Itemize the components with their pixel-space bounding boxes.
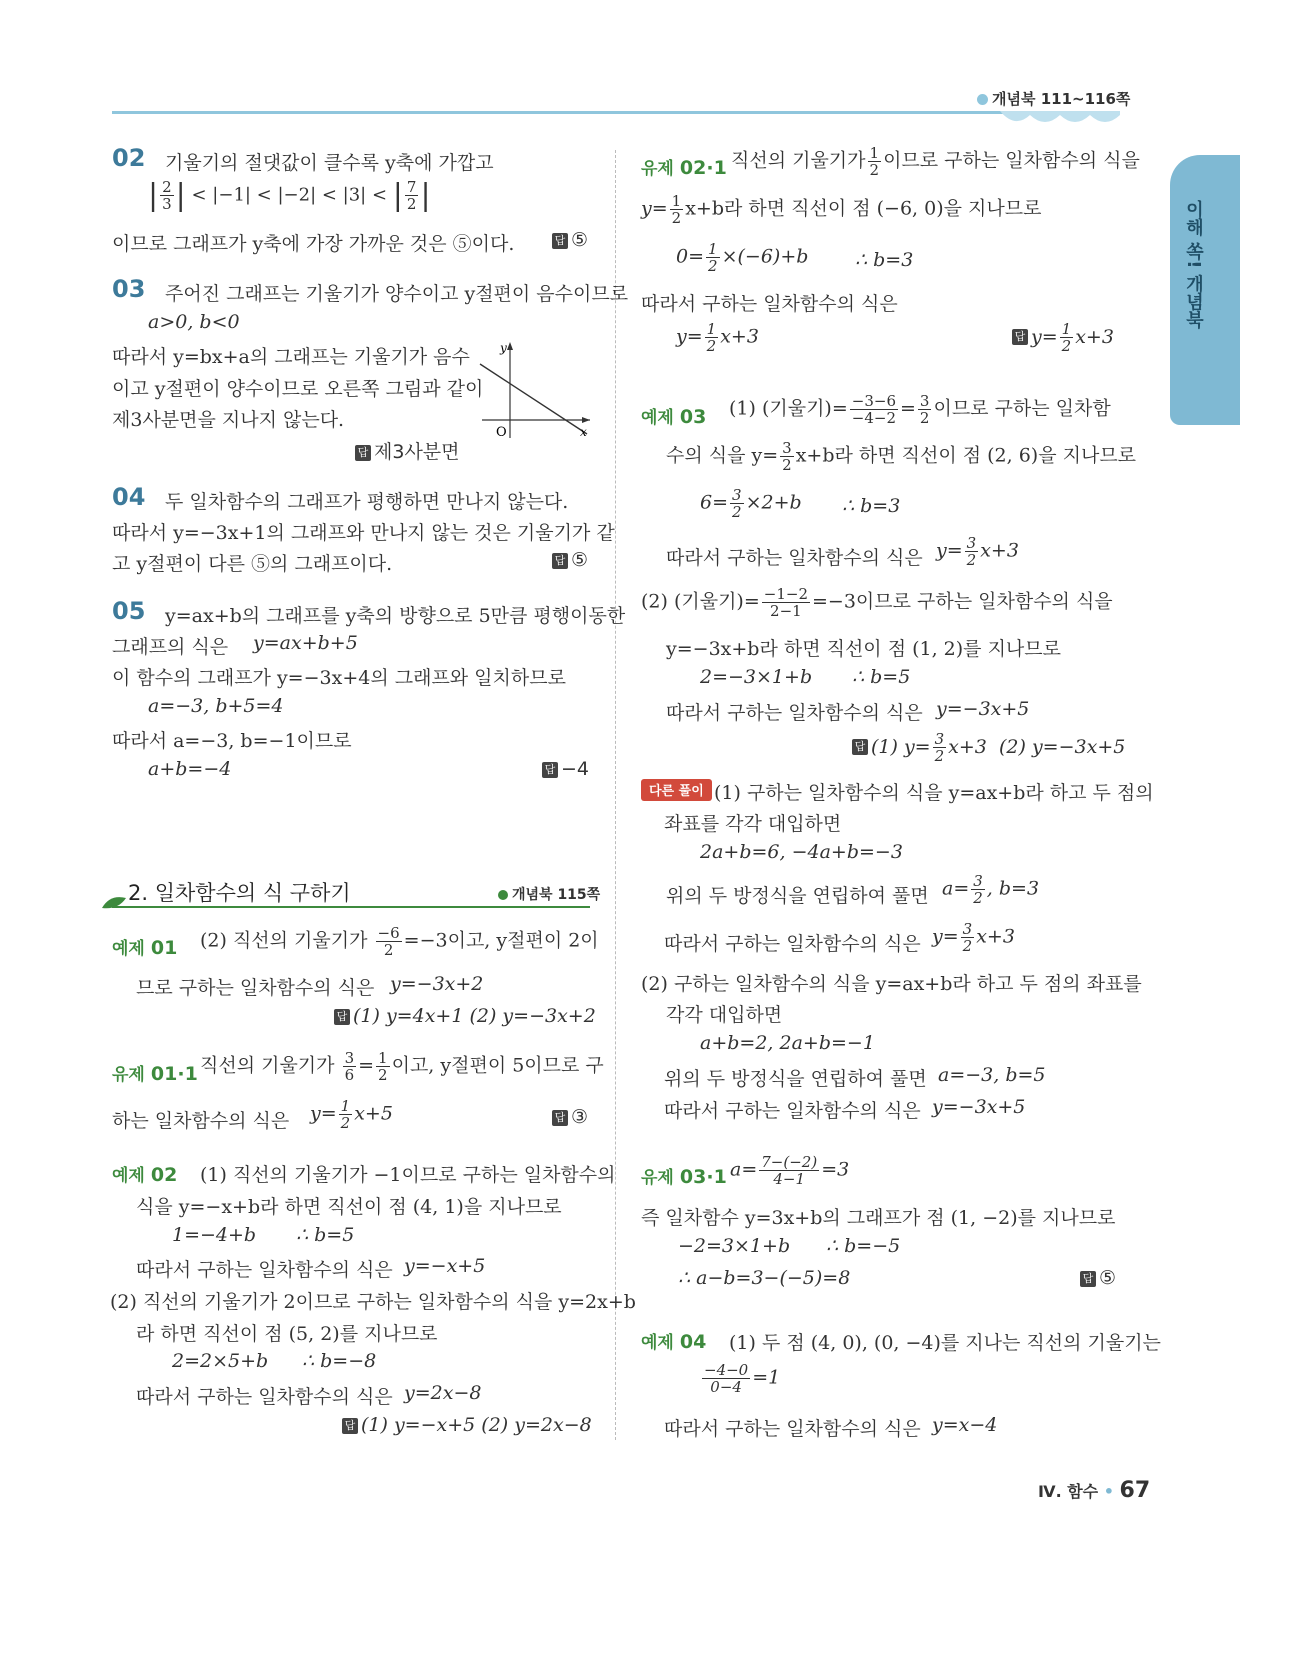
text-line: 따라서 구하는 일차함수의 식은 (664, 1418, 921, 1440)
header-wave (1000, 111, 1120, 129)
equation: 2=−3×1+b (700, 666, 813, 688)
text-line: 기울기의 절댓값이 클수록 y축에 가깝고 (165, 152, 494, 174)
answer-icon: 답 (552, 1110, 568, 1126)
equation: y= $\frac{1}{2}$ x+5 (310, 1097, 393, 1132)
equation: 6= $\frac{3}{2}$ ×2+b (700, 486, 802, 521)
text-line: 하는 일차함수의 식은 (112, 1110, 290, 1132)
equation: a= $\frac{3}{2}$ , b=3 (942, 872, 1040, 907)
text-line: 직선의 기울기가 $\frac{3}{6}$ = $\frac{1}{2}$ 이고, y절편이 5이므로 구 (200, 1049, 604, 1084)
text-line: (2) 직선의 기울기가 $\frac{-6}{2}$ =−3이고, y절편이 2이 (200, 924, 599, 959)
text-line: 따라서 구하는 일차함수의 식은 (136, 1259, 393, 1281)
text-line: 위의 두 방정식을 연립하여 풀면 (666, 885, 929, 907)
equation: y=x−4 (932, 1414, 998, 1436)
equation: ∴ b=−8 (302, 1350, 377, 1372)
answer: 답 ③ (552, 1106, 588, 1128)
leaf-icon (100, 892, 128, 912)
text-line: 이고 y절편이 양수이므로 오른쪽 그림과 같이 (112, 378, 484, 400)
equation: a=−3, b=5 (938, 1064, 1046, 1086)
equation: y=−3x+5 (932, 1096, 1026, 1118)
example-label: 유제 02·1 (641, 157, 727, 179)
text-line: 따라서 구하는 일차함수의 식은 (664, 933, 921, 955)
text-line: (2) 직선의 기울기가 2이므로 구하는 일차함수의 식을 y=2x+b (110, 1291, 636, 1313)
problem-number: 05 (112, 597, 146, 625)
text-line: 따라서 구하는 일차함수의 식은 (666, 702, 923, 724)
text-line: 이므로 그래프가 y축에 가장 가까운 것은 ⑤이다. (112, 233, 515, 255)
example-label: 예제 01 (112, 937, 178, 959)
equation: y=−3x+5 (936, 698, 1030, 720)
inequality: | $\frac{2}{3}$ | < |−1| < |−2| < |3| < | $\frac{7}{2}$ | (148, 178, 431, 213)
alt-solution-tag: 다른 풀이 (641, 778, 712, 801)
equation: 0= $\frac{1}{2}$ ×(−6)+b (676, 240, 809, 275)
text-line: 따라서 구하는 일차함수의 식은 (666, 547, 923, 569)
problem-number: 02 (112, 144, 146, 172)
text-line: 따라서 a=−3, b=−1이므로 (112, 730, 352, 752)
equation: −2=3×1+b (678, 1235, 791, 1257)
equation: ∴ b=5 (296, 1224, 355, 1246)
section-ref: 개념북 115쪽 (498, 884, 600, 904)
equation: 2=2×5+b (172, 1350, 269, 1372)
example-label: 예제 04 (641, 1331, 707, 1353)
page-number: 67 (1119, 1478, 1151, 1503)
answer-icon: 답 (552, 553, 568, 569)
text-line: 제3사분면을 지나지 않는다. (112, 409, 345, 431)
header-decoration (112, 111, 1119, 114)
text-line: 따라서 구하는 일차함수의 식은 (136, 1386, 393, 1408)
text-line: 고 y절편이 다른 ⑤의 그래프이다. (112, 553, 393, 575)
text-line: 식을 y=−x+b라 하면 직선이 점 (4, 1)을 지나므로 (136, 1196, 562, 1218)
answer-icon: 답 (334, 1009, 350, 1025)
answer: 답 ⑤ (552, 229, 588, 251)
side-tab-label: 이해 쏙! 개념북 (1183, 200, 1204, 329)
problem-number: 03 (112, 275, 146, 303)
equation: y=ax+b+5 (253, 632, 358, 654)
example-label: 예제 02 (112, 1164, 178, 1186)
text-line: (1) 직선의 기울기가 −1이므로 구하는 일차함수의 (200, 1164, 616, 1186)
text-line: 위의 두 방정식을 연립하여 풀면 (664, 1068, 927, 1090)
text-line: 두 일차함수의 그래프가 평행하면 만나지 않는다. (165, 491, 569, 513)
equation: ∴ b=3 (855, 249, 914, 271)
origin-label: O (496, 425, 507, 440)
equation: y=2x−8 (404, 1382, 482, 1404)
answer-icon: 답 (552, 233, 568, 249)
answer: 답 ⑤ (552, 549, 588, 571)
equation: y=−3x+2 (390, 973, 484, 995)
text-line: (2) 구하는 일차함수의 식을 y=ax+b라 하고 두 점의 좌표를 (641, 973, 1142, 995)
book-ref: 개념북 111~116쪽 (977, 88, 1130, 109)
section-underline (112, 906, 590, 908)
section-title: 2. 일차함수의 식 구하기 (128, 881, 351, 905)
text-line: 따라서 구하는 일차함수의 식은 (641, 293, 898, 315)
answer-icon: 답 (355, 445, 371, 461)
equation: a= $\frac{7-(-2)}{4-1}$ =3 (730, 1153, 850, 1188)
text-line: 따라서 y=bx+a의 그래프는 기울기가 음수 (112, 346, 470, 368)
text-line: 므로 구하는 일차함수의 식은 (136, 977, 375, 999)
text-line: 그래프의 식은 (112, 636, 229, 658)
text-line: y=ax+b의 그래프를 y축의 방향으로 5만큼 평행이동한 (165, 605, 626, 627)
equation: y= $\frac{1}{2}$ x+3 (676, 320, 759, 355)
text-line: 따라서 구하는 일차함수의 식은 (664, 1100, 921, 1122)
equation: ∴ b=3 (842, 495, 901, 517)
text-line: 좌표를 각각 대입하면 (664, 813, 842, 835)
equation: $\frac{-4-0}{0-4}$ =1 (704, 1361, 781, 1396)
y-axis-label: y (500, 341, 507, 355)
equation: y= $\frac{3}{2}$ x+3 (932, 920, 1015, 955)
answer: 답 −4 (542, 758, 589, 780)
equation: y=−x+5 (404, 1255, 486, 1277)
answer: 답 (1) y=4x+1 (2) y=−3x+2 (334, 1005, 596, 1027)
equation: ∴ b=−5 (826, 1235, 901, 1257)
equation: ∴ b=5 (852, 666, 911, 688)
answer: 답 ⑤ (1080, 1267, 1116, 1289)
bullet-icon (498, 890, 508, 900)
answer-icon: 답 (1012, 329, 1028, 345)
equation: y= $\frac{3}{2}$ x+3 (936, 534, 1019, 569)
text-line: 즉 일차함수 y=3x+b의 그래프가 점 (1, −2)를 지나므로 (641, 1207, 1116, 1229)
x-axis-label: x (580, 425, 587, 439)
equation: a+b=2, 2a+b=−1 (700, 1032, 875, 1054)
equation: a=−3, b+5=4 (148, 695, 284, 717)
answer: 답 제3사분면 (355, 437, 460, 464)
footer-chapter: Ⅳ. 함수 • 67 (1038, 1478, 1151, 1503)
answer-icon: 답 (1080, 1271, 1096, 1287)
example-label: 유제 03·1 (641, 1166, 727, 1188)
answer-icon: 답 (542, 762, 558, 778)
answer: 답 y= $\frac{1}{2}$ x+3 (1012, 321, 1114, 354)
example-label: 예제 03 (641, 406, 707, 428)
text-line: 라 하면 직선이 점 (5, 2)를 지나므로 (136, 1323, 438, 1345)
text-line: 각각 대입하면 (666, 1004, 783, 1026)
text-line: (1) 두 점 (4, 0), (0, −4)를 지나는 직선의 기울기는 (729, 1332, 1161, 1354)
graph-figure (472, 338, 592, 448)
bullet-icon (977, 94, 988, 105)
problem-number: 04 (112, 483, 146, 511)
answer-icon: 답 (342, 1418, 358, 1434)
text-line: 수의 식을 y= $\frac{3}{2}$ x+b라 하면 직선이 점 (2, 6)을 지나므로 (666, 439, 1137, 474)
answer: 답 (1) y=−x+5 (2) y=2x−8 (342, 1414, 592, 1436)
text-line: 주어진 그래프는 기울기가 양수이고 y절편이 음수이므로 (165, 283, 629, 305)
answer: 답 (1) y= $\frac{3}{2}$ x+3 (2) y=−3x+5 (852, 731, 1125, 764)
equation: 1=−4+b (172, 1224, 257, 1246)
equation: ∴ a−b=3−(−5)=8 (678, 1267, 851, 1289)
text-line: y=−3x+b라 하면 직선이 점 (1, 2)를 지나므로 (666, 638, 1061, 660)
text-line: (2) (기울기)= $\frac{-1-2}{2-1}$ =−3이므로 구하는 일차함수의 식을 (641, 585, 1113, 620)
example-label: 유제 01·1 (112, 1063, 198, 1085)
equation: 2a+b=6, −4a+b=−3 (700, 841, 903, 863)
text-line: 따라서 y=−3x+1의 그래프와 만나지 않는 것은 기울기가 같 (112, 522, 615, 544)
text-line: 직선의 기울기가 $\frac{1}{2}$ 이므로 구하는 일차함수의 식을 (731, 144, 1140, 179)
column-divider (615, 150, 616, 1440)
text-line: 이 함수의 그래프가 y=−3x+4의 그래프와 일치하므로 (112, 667, 566, 689)
text-line: (1) 구하는 일차함수의 식을 y=ax+b라 하고 두 점의 (714, 782, 1154, 804)
equation: a+b=−4 (148, 758, 232, 780)
answer-icon: 답 (852, 739, 868, 755)
text-line: y= $\frac{1}{2}$ x+b라 하면 직선이 점 (−6, 0)을 지나므로 (641, 192, 1042, 227)
text-line: a>0, b<0 (148, 311, 240, 333)
text-line: (1) (기울기)= $\frac{-3-6}{-4-2}$ = $\frac{3}{2}$ 이므로 구하는 일차함 (729, 392, 1111, 427)
